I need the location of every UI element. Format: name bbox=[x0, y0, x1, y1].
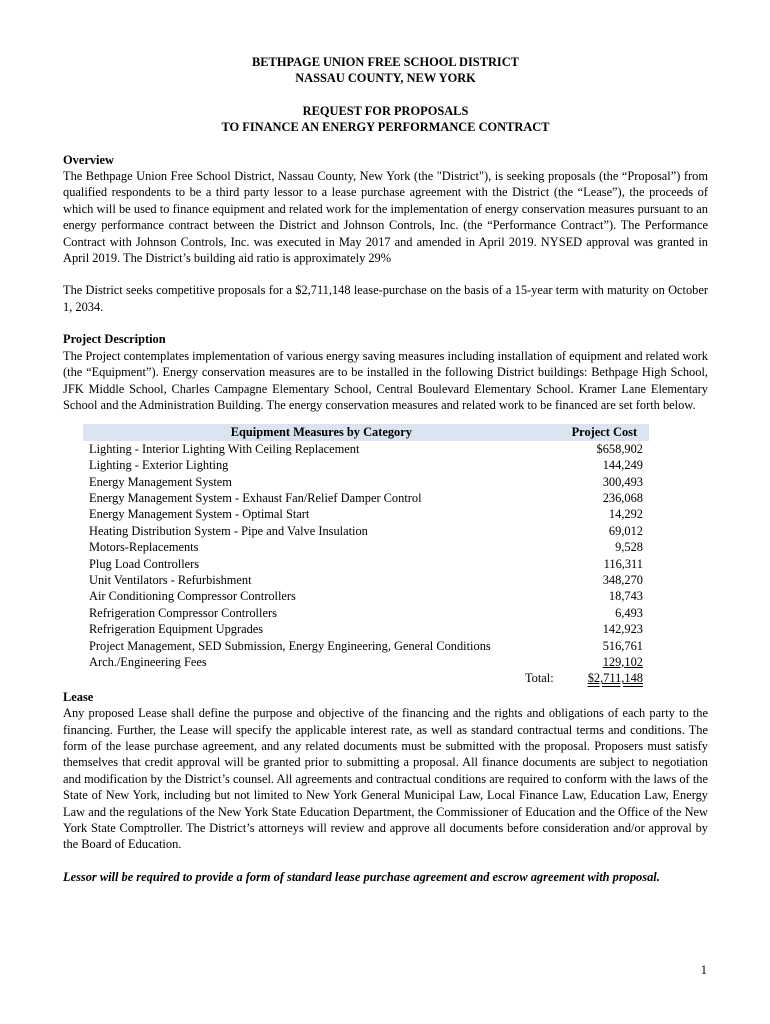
county-name: NASSAU COUNTY, NEW YORK bbox=[295, 71, 476, 86]
measure-cell: Lighting - Exterior Lighting bbox=[89, 458, 229, 473]
lease-paragraph: Any proposed Lease shall define the purpose and objective of the financing and the rights and obligations of each party to the financing. Further, the Lease will specify the applicable interest rate, as well as standard contractual terms and conditions. The form of the lease purchase agreement, and any related documents must be submitted with the proposal. Proposers must satisfy themselves that credit approval will be granted prior to submitting a proposal. All finance documents are subject to negotiation and modification by the District’s counsel. All agreements and contractual conditions are required to conform with the laws of the State of New York, including but not limited to New York General Municipal Law, Local Finance Law, Education Law, Energy Law and the regulations of the New York State Education Department, the Commissioner of Education and the Office of the New York State Comptroller. The District’s attorneys will review and approve all documents before consideration and/or approval by the Board of Education. bbox=[63, 706, 708, 852]
project-description-paragraph: The Project contemplates implementation of various energy saving measures including installation of equipment and related work (the “Equipment”). Energy conservation measures are to be installed in the following District buildings: Bethpage High School, JFK Middle School, Charles Campagne Elementary School, Central Boulevard Elementary School. Kramer Lane Elementary School and the Administration Building. The energy conservation measures and related work to be financed are set forth below. bbox=[63, 348, 708, 412]
cost-cell: 129,102 bbox=[602, 655, 643, 669]
lessor-requirement-note: Lessor will be required to provide a form of standard lease purchase agreement and escrow agreement with proposal. bbox=[63, 869, 660, 884]
measure-cell: Heating Distribution System - Pipe and Valve Insulation bbox=[89, 523, 368, 538]
measure-cell: Energy Management System - Optimal Start bbox=[89, 507, 310, 522]
cost-cell: 142,923 bbox=[602, 622, 643, 637]
equipment-cost-table bbox=[83, 424, 649, 687]
cost-cell: 18,743 bbox=[608, 589, 643, 604]
table-row bbox=[83, 474, 649, 490]
overview-paragraph-2: The District seeks competitive proposals for a $2,711,148 lease-purchase on the basis of a 15-year term with maturity on October 1, 2034. bbox=[63, 283, 708, 314]
table-row bbox=[83, 638, 649, 654]
table-row bbox=[83, 490, 649, 506]
table-row bbox=[83, 441, 649, 457]
measure-cell: Arch./Engineering Fees bbox=[89, 655, 207, 669]
table-header-row bbox=[83, 424, 649, 440]
table-row bbox=[83, 539, 649, 555]
measure-cell: Motors-Replacements bbox=[89, 540, 199, 555]
page-number: 1 bbox=[700, 963, 707, 977]
total-row bbox=[83, 670, 649, 686]
project-description-heading: Project Description bbox=[63, 332, 166, 347]
cost-cell: 9,528 bbox=[615, 540, 643, 555]
cost-cell: 516,761 bbox=[602, 638, 643, 653]
measure-cell: Unit Ventilators - Refurbishment bbox=[89, 572, 252, 587]
table-row bbox=[83, 654, 649, 670]
measure-cell: Lighting - Interior Lighting With Ceiling Replacement bbox=[89, 441, 360, 456]
table-body bbox=[83, 441, 649, 671]
table-row bbox=[83, 572, 649, 588]
district-name: BETHPAGE UNION FREE SCHOOL DISTRICT bbox=[252, 55, 519, 69]
cost-cell: 6,493 bbox=[615, 605, 643, 620]
measure-cell: Plug Load Controllers bbox=[89, 556, 200, 571]
overview-paragraph-1: The Bethpage Union Free School District, Nassau County, New York (the "District"), is seeking proposals (the “Proposal”) from qualified respondents to be a third party lessor to a lease purchase agreement with the District (the “Lease”), the proceeds of which will be used to finance equipment and related work for the implementation of energy conservation measures pursuant to an energy performance contract between the District and Johnson Controls, Inc. (the “Performance Contract”). The Performance Contract with Johnson Controls, Inc. was executed in May 2017 and amended in April 2019. NYSED approval was granted in April 2019. The District’s building aid ratio is approximately 29% bbox=[63, 169, 708, 266]
cost-cell: 69,012 bbox=[608, 523, 643, 538]
column-header-measures: Equipment Measures by Category bbox=[83, 424, 560, 440]
table-row bbox=[83, 588, 649, 604]
measure-cell: Energy Management System - Exhaust Fan/Relief Damper Control bbox=[89, 490, 422, 505]
measure-cell: Project Management, SED Submission, Energy Engineering, General Conditions bbox=[89, 638, 491, 653]
cost-cell: 14,292 bbox=[608, 507, 643, 522]
table-row bbox=[83, 506, 649, 522]
table-row bbox=[83, 556, 649, 572]
cost-cell: $658,902 bbox=[596, 441, 643, 456]
cost-cell: 300,493 bbox=[602, 474, 643, 489]
document-page bbox=[63, 54, 708, 885]
table-row bbox=[83, 605, 649, 621]
cost-cell: 116,311 bbox=[603, 556, 643, 571]
table-row bbox=[83, 457, 649, 473]
document-header bbox=[63, 54, 708, 136]
measure-cell: Refrigeration Equipment Upgrades bbox=[89, 622, 264, 637]
table-row bbox=[83, 621, 649, 637]
lease-heading: Lease bbox=[63, 689, 94, 704]
measure-cell: Air Conditioning Compressor Controllers bbox=[89, 589, 296, 604]
measure-cell: Energy Management System bbox=[89, 474, 232, 489]
column-header-cost: Project Cost bbox=[560, 424, 649, 440]
rfp-title: REQUEST FOR PROPOSALS bbox=[302, 103, 469, 118]
measure-cell: Refrigeration Compressor Controllers bbox=[89, 605, 277, 620]
cost-cell: 236,068 bbox=[602, 490, 643, 505]
rfp-subtitle: TO FINANCE AN ENERGY PERFORMANCE CONTRACT bbox=[221, 120, 550, 135]
total-value: $2,711,148 bbox=[587, 671, 643, 686]
overview-heading: Overview bbox=[63, 152, 114, 167]
total-label: Total: bbox=[524, 671, 554, 686]
cost-cell: 144,249 bbox=[602, 458, 643, 473]
cost-cell: 348,270 bbox=[602, 572, 643, 587]
table-row bbox=[83, 523, 649, 539]
